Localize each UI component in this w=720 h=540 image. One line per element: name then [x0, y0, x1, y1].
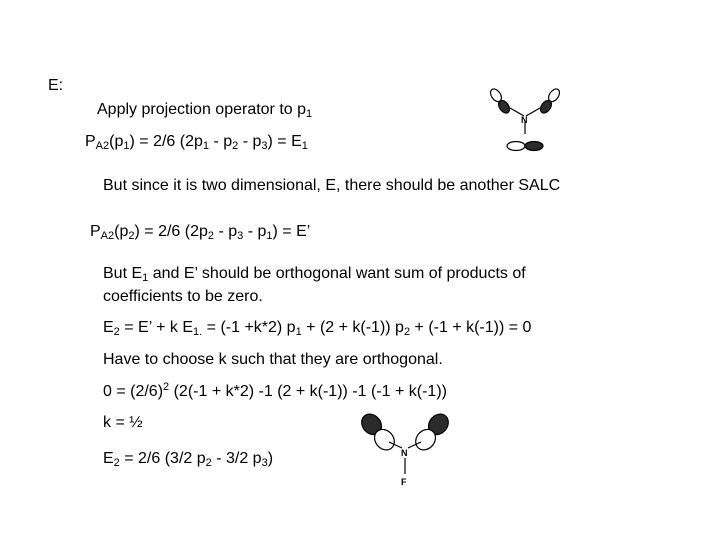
- eq2-t3: - p: [214, 223, 238, 240]
- nitrogen-p-orbital-diagram-top: [478, 86, 574, 156]
- eq2-t4: - p: [243, 223, 267, 240]
- eq1-sub-a2: A2: [95, 140, 110, 152]
- eq2-t2: ) = 2/6 (2p: [134, 223, 208, 240]
- eq5-b: = 2/6 (3/2 p: [119, 450, 206, 467]
- eq1-s2: 1: [202, 140, 209, 152]
- eq3-e: + (-1 + k(-1)) = 0: [410, 319, 532, 336]
- eq1-p: P: [85, 133, 96, 150]
- eq1-t3: - p: [209, 133, 233, 150]
- equation-e1: [85, 132, 308, 152]
- ortho-sub: 1: [142, 272, 149, 284]
- eq2-s2: 2: [207, 230, 214, 242]
- eq3-as: 2: [113, 326, 120, 338]
- equation-e-prime: [90, 222, 310, 242]
- step-sub: 1: [306, 108, 313, 120]
- eq4-sup: 2: [163, 381, 170, 393]
- ortho-b: and E’ should be orthogonal want sum of products of: [148, 265, 526, 282]
- orthogonal-line-1: [103, 264, 526, 284]
- eq1-s4: 3: [261, 140, 268, 152]
- eq5-as: 2: [113, 457, 120, 469]
- eq3-a: E: [103, 319, 114, 336]
- eq3-bs: 1.: [193, 326, 203, 338]
- eq5-c: - 3/2 p: [211, 450, 262, 467]
- eq2-p: P: [90, 223, 101, 240]
- equation-zero: [103, 382, 447, 402]
- eq3-cs: 1: [295, 326, 302, 338]
- eq1-s5: 1: [301, 140, 308, 152]
- eq1-s3: 2: [232, 140, 239, 152]
- eq2-s4: 1: [266, 230, 273, 242]
- eq1-t5: ) = E: [267, 133, 302, 150]
- eq3-d: + (2 + k(-1)) p: [301, 319, 404, 336]
- eq5-d: ): [267, 450, 274, 467]
- orthogonal-line-2: coefficients to be zero.: [103, 288, 263, 305]
- fluorine-atom-label: F: [401, 477, 407, 487]
- choose-k: Have to choose k such that they are orthogonal.: [103, 351, 443, 368]
- left-lobe-orbital-icon: [358, 410, 399, 454]
- nitrogen-atom-label: N: [521, 115, 528, 125]
- eq1-s1: 1: [123, 140, 130, 152]
- heading: E:: [48, 77, 64, 94]
- equation-e2: [103, 318, 531, 338]
- eq5-bs: 2: [205, 457, 212, 469]
- equation-e2-final: [103, 449, 273, 469]
- eq2-sub-a2: A2: [100, 230, 115, 242]
- eq1-t1: (p: [109, 133, 124, 150]
- eq1-t2: ) = 2/6 (2p: [129, 133, 203, 150]
- nitrogen-atom-label: N: [401, 448, 408, 458]
- eq2-s1: 2: [128, 230, 135, 242]
- nitrogen-fluorine-orbital-diagram: [356, 410, 456, 494]
- right-p-orbital-icon: [538, 87, 561, 115]
- step-projection: [97, 100, 312, 120]
- eq2-t1: (p: [114, 223, 129, 240]
- eq4-a: 0 = (2/6): [103, 383, 164, 400]
- eq5-cs: 3: [261, 457, 268, 469]
- ortho-a: But E: [103, 265, 143, 282]
- eq4-b: (2(-1 + k*2) -1 (2 + k(-1)) -1 (-1 + k(-1)): [169, 383, 447, 400]
- k-value: k = ½: [103, 414, 143, 431]
- bottom-p-orbital-icon: [507, 142, 543, 151]
- eq2-s3: 3: [237, 230, 244, 242]
- right-lobe-orbital-icon: [412, 410, 453, 454]
- eq3-c: = (-1 +k*2) p: [202, 319, 296, 336]
- eq5-a: E: [103, 450, 114, 467]
- left-p-orbital-icon: [488, 87, 511, 115]
- eq1-t4: - p: [238, 133, 262, 150]
- step-text: Apply projection operator to p: [97, 101, 307, 118]
- note-two-dimensional: But since it is two dimensional, E, there should be another SALC: [103, 177, 561, 194]
- eq2-t5: ) = E’: [272, 223, 311, 240]
- eq3-ds: 2: [403, 326, 411, 338]
- eq3-b: = E’ + k E: [119, 319, 194, 336]
